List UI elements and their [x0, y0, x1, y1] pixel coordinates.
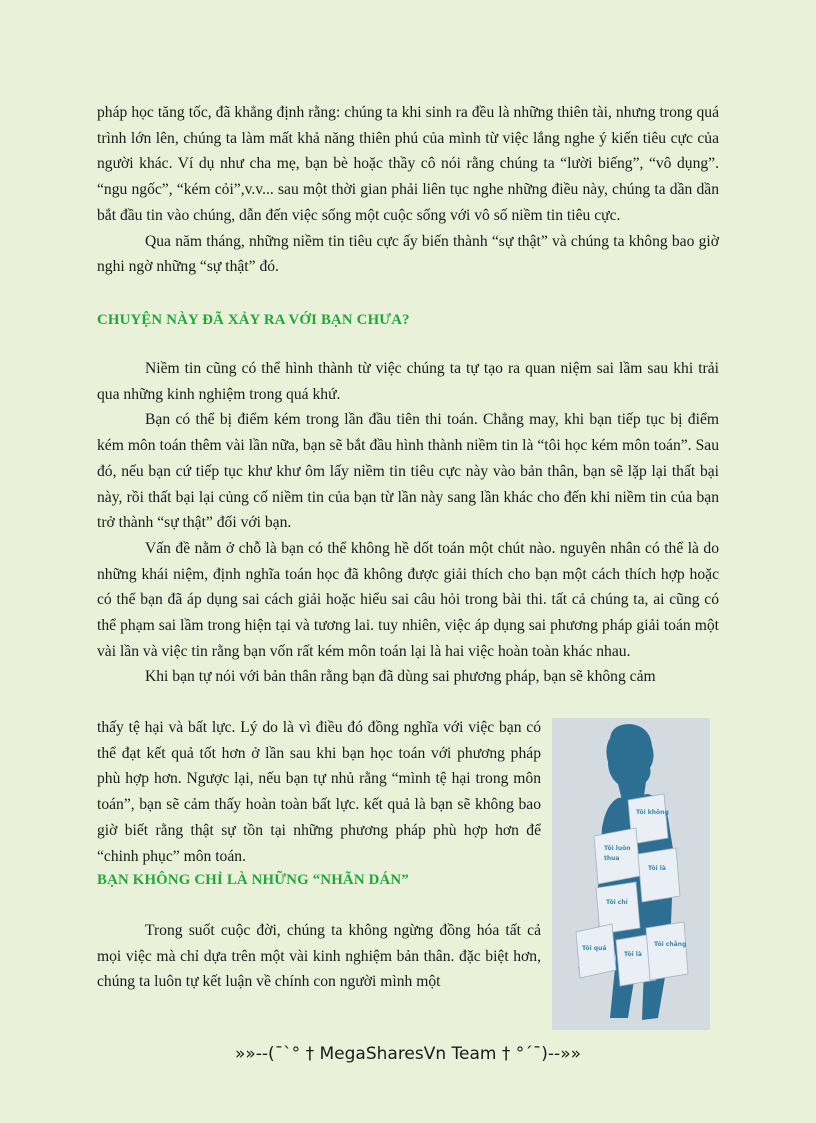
section-heading-1: CHUYỆN NÀY ĐÃ XẢY RA VỚI BẠN CHƯA? [97, 312, 410, 328]
illustration-person-with-labels [552, 718, 710, 1030]
text-block-middle [97, 356, 719, 690]
svg-text:Tôi là: Tôi là [624, 951, 642, 958]
paragraph-6-rest: thấy tệ hại và bất lực. Lý do là vì điều đó đồng nghĩa với việc bạn có thể đạt kết quả tốt hơn ở lần sau khi bạn học toán với phương pháp phù hợp hơn. Ngược lại, nếu bạn tự nhủ rằng “mình tệ hại trong môn toán”, bạn sẽ cảm thấy hoàn toàn bất lực. kết quả là bạn sẽ không bao giờ biết rằng thật sự tồn tại những phương pháp phù hợp hơn để “chinh phục” môn toán. [97, 719, 541, 865]
paragraph-4: Bạn có thể bị điểm kém trong lần đầu tiên thi toán. Chẳng may, khi bạn tiếp tục bị điểm kém môn toán thêm vài lần nữa, bạn sẽ bắt đầu hình thành niềm tin là “tôi học kém môn toán”. Sau đó, nếu bạn cứ tiếp tục khư khư ôm lấy niềm tin tiêu cực này vào bản thân, bạn sẽ lặp lại thất bại này, rồi thất bại lại củng cố niềm tin của bạn từ lần này sang lần khác cho đến khi niềm tin của bạn trở thành “sự thật” đối với bạn. [97, 411, 719, 532]
text-block-wrapped [97, 715, 541, 869]
text-block-top [97, 100, 719, 280]
paragraph-5: Vấn đề nằm ở chỗ là bạn có thể không hề dốt toán một chút nào. nguyên nhân có thể là do những khái niệm, định nghĩa toán học đã không được giải thích cho bạn một cách thích hợp hoặc có thể bạn đã áp dụng sai cách giải hoặc hiểu sai câu hỏi trong bài thi. tất cả chúng ta, ai cũng có thể phạm sai lầm trong hiện tại và tương lai. tuy nhiên, việc áp dụng sai phương pháp giải toán một vài lần và việc tin rằng bạn vốn rất kém môn toán lại là hai việc hoàn toàn khác nhau. [97, 539, 719, 660]
paragraph-3: Niềm tin cũng có thể hình thành từ việc chúng ta tự tạo ra quan niệm sai lầm sau khi trải qua những kinh nghiệm trong quá khứ. [97, 360, 719, 403]
paragraph-2: Qua năm tháng, những niềm tin tiêu cực ấy biến thành “sự thật” và chúng ta không bao giờ nghi ngờ những “sự thật” đó. [97, 232, 719, 276]
svg-text:Tôi chỉ: Tôi chỉ [606, 899, 628, 906]
svg-text:Tôi quá: Tôi quá [582, 945, 607, 952]
section-heading-2: BẠN KHÔNG CHỈ LÀ NHỮNG “NHÃN DÁN” [97, 872, 409, 888]
paragraph-6-first-line: Khi bạn tự nói với bản thân rằng bạn đã dùng sai phương pháp, bạn sẽ không cảm [145, 668, 656, 686]
svg-text:Tôi luôn: Tôi luôn [604, 845, 631, 852]
svg-text:Tôi không: Tôi không [636, 809, 669, 816]
svg-text:thua: thua [604, 855, 620, 862]
paragraph-7: Trong suốt cuộc đời, chúng ta không ngừng đồng hóa tất cả mọi việc mà chỉ dựa trên một vài kinh nghiệm bản thân. đặc biệt hơn, chúng ta luôn tự kết luận về chính con người mình một [97, 922, 541, 991]
svg-text:Tôi là: Tôi là [648, 865, 666, 872]
footer-credit: »»--(¯`° † MegaSharesVn Team † °´¯)--»» [234, 1044, 581, 1064]
paragraph-1: pháp học tăng tốc, đã khẳng định rằng: chúng ta khi sinh ra đều là những thiên tài, nhưng trong quá trình lớn lên, chúng ta làm mất khả năng thiên phú của mình từ việc lắng nghe ý kiến tiêu cực của người khác. Ví dụ như cha mẹ, bạn bè hoặc thầy cô nói rằng chúng ta “lười biếng”, “vô dụng”. “ngu ngốc”, “kém cỏi”,v.v... sau một thời gian phải liên tục nghe những điều này, chúng ta dần dần bắt đầu tin vào chúng, dẫn đến việc sống một cuộc sống với vô số niềm tin tiêu cực. [97, 104, 719, 224]
text-block-bottom [97, 918, 541, 995]
svg-text:Tôi chẳng: Tôi chẳng [654, 941, 687, 948]
person-silhouette-icon [552, 718, 710, 1030]
